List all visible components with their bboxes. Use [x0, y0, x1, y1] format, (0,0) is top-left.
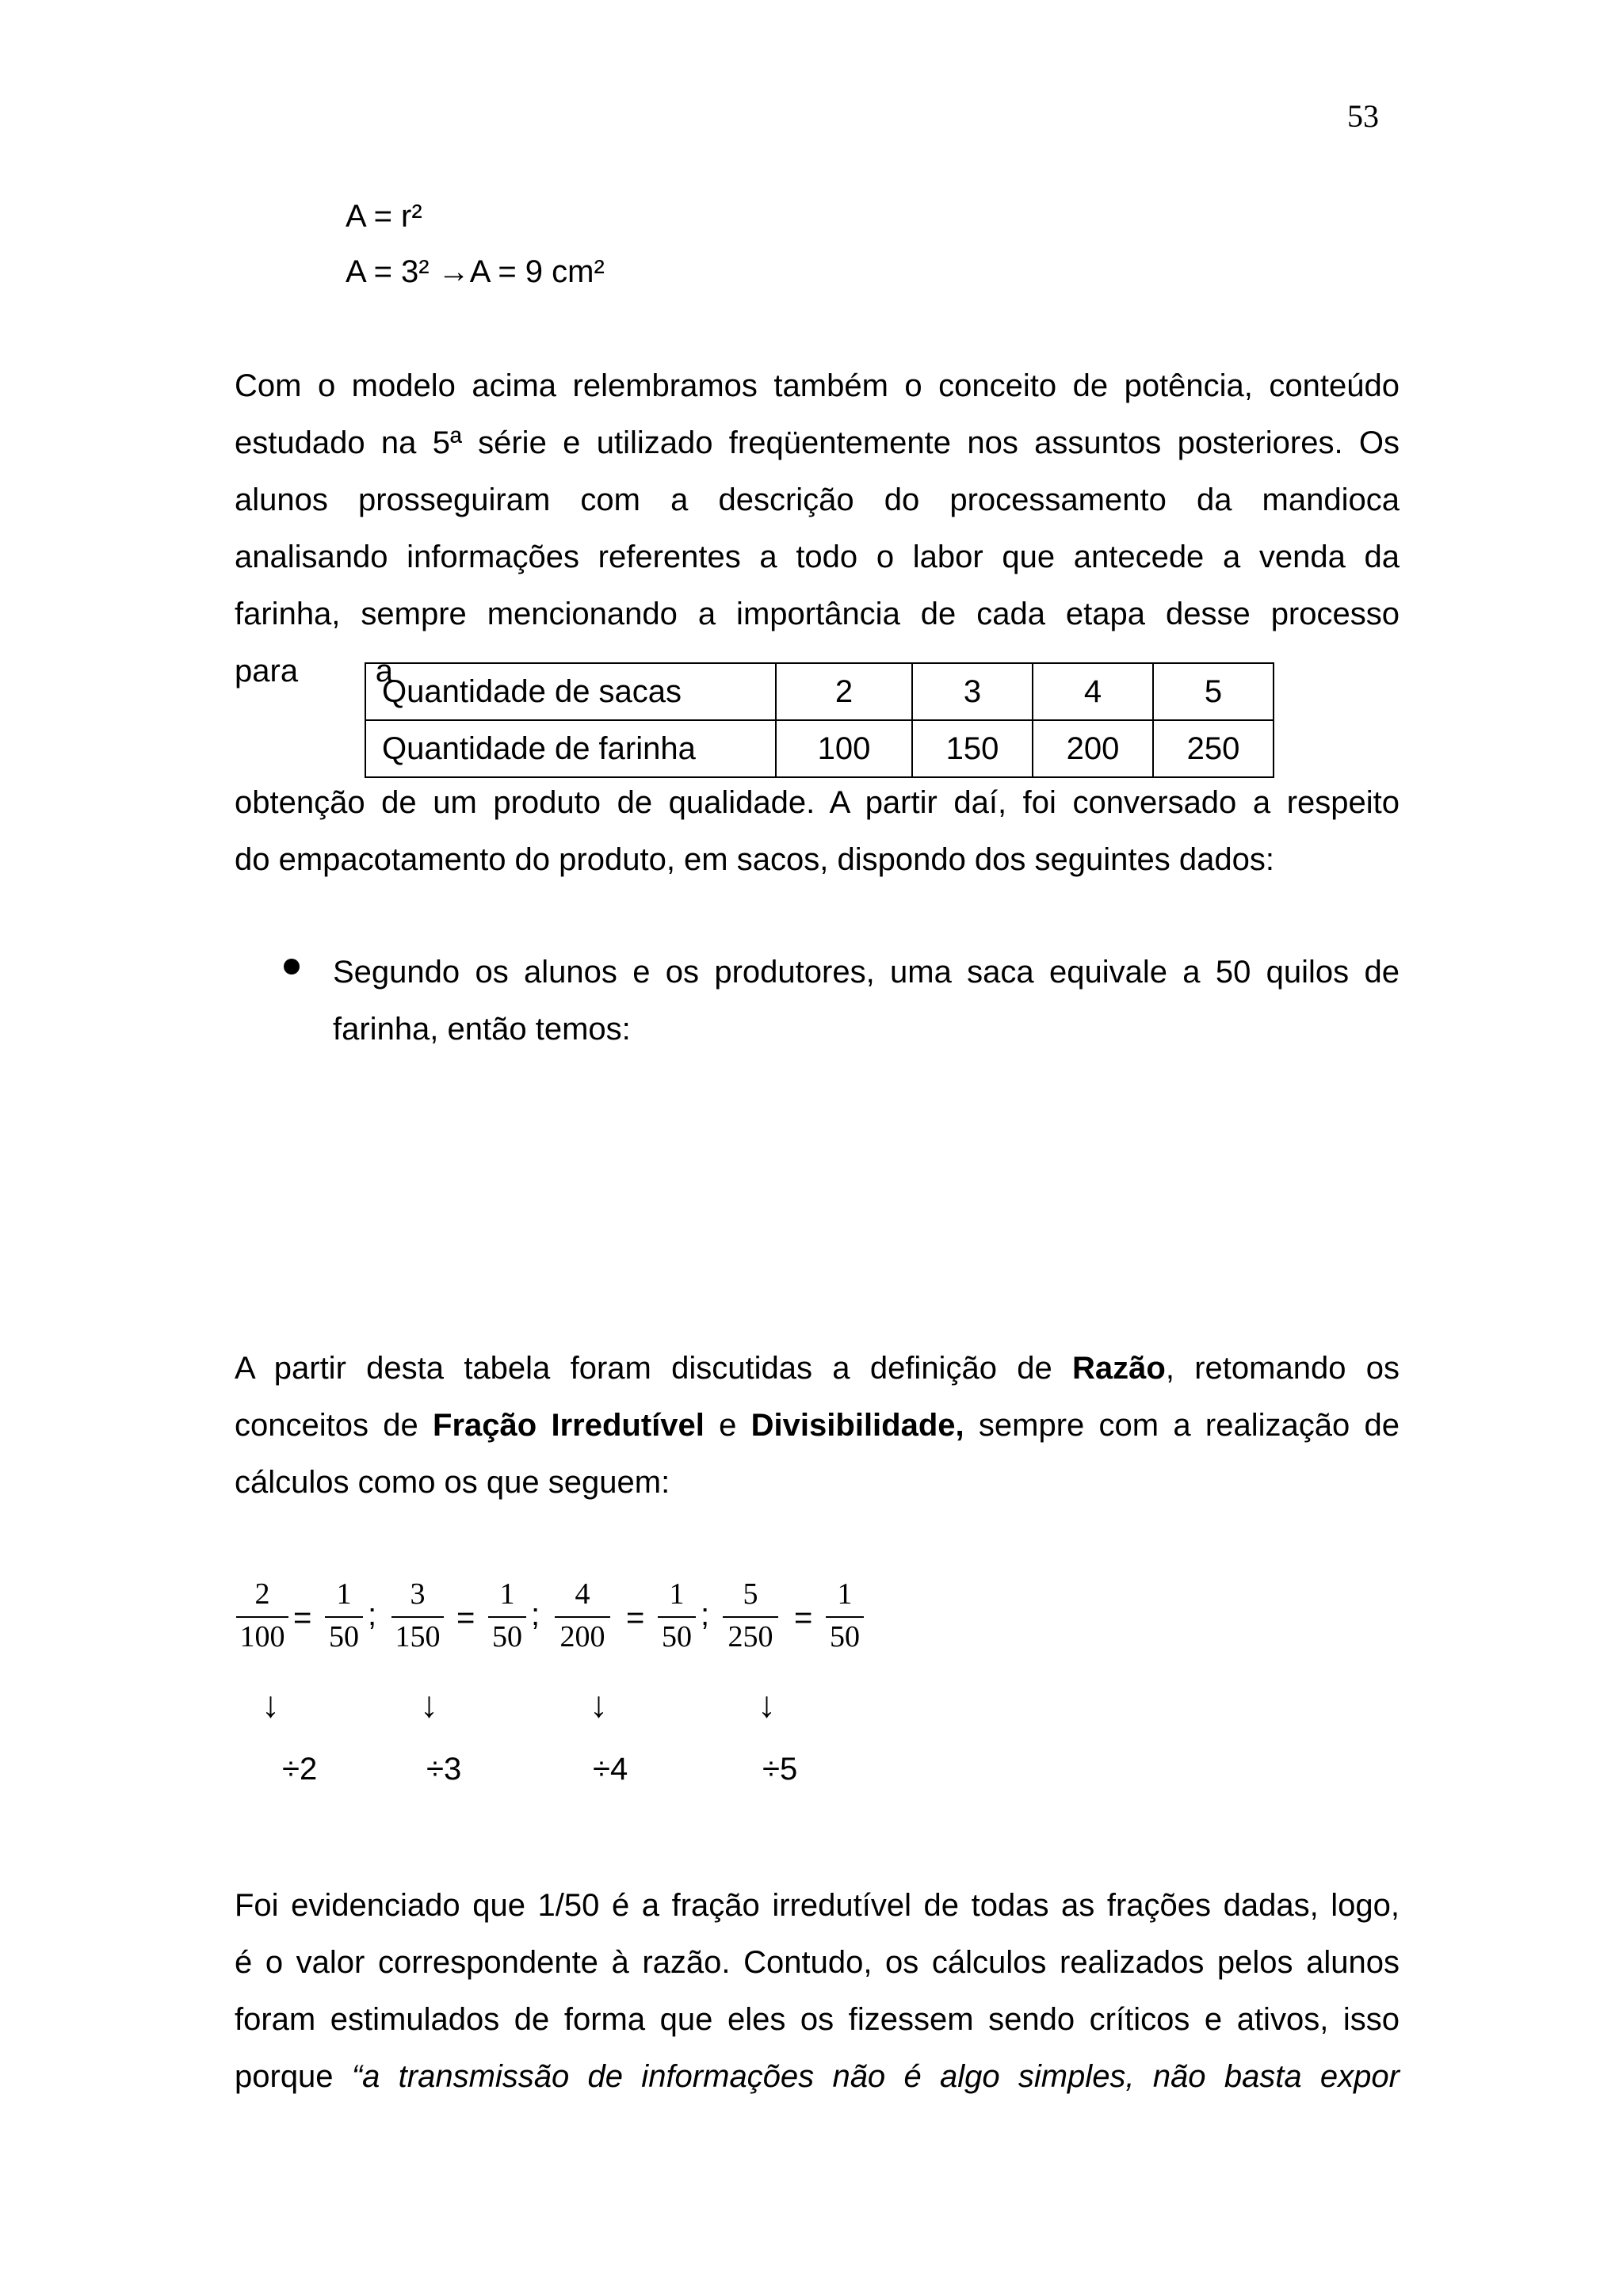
fraction-1-50	[325, 1577, 363, 1654]
numerator: 1	[499, 1577, 515, 1611]
paragraph-line: alunos prosseguiram com a descrição do processamento da mandioca	[235, 482, 1400, 517]
text-span: , retomando os	[1165, 1351, 1400, 1386]
divisor-label: ÷2	[282, 1752, 318, 1787]
paragraph-line: Com o modelo acima relembramos também o conceito de potência, conteúdo	[235, 368, 1400, 403]
bold-term-divisibilidade: Divisibilidade,	[750, 1408, 964, 1443]
fraction-bar	[391, 1616, 444, 1618]
formula-area: A = r²	[346, 199, 422, 234]
down-arrow-icon: ↓	[262, 1684, 280, 1725]
numerator: 2	[254, 1577, 270, 1611]
denominator: 100	[239, 1620, 285, 1653]
bullet-line: Segundo os alunos e os produtores, uma saca equivale a 50 quilos de	[333, 955, 1400, 990]
fraction-5-250	[723, 1577, 778, 1654]
numerator: 1	[837, 1577, 853, 1611]
separator: ;	[701, 1597, 710, 1632]
table-cell: 200	[1033, 720, 1153, 777]
table-cell: 3	[912, 663, 1033, 720]
denominator: 50	[492, 1620, 522, 1653]
formula-area-result: A = 3² →A = 9 cm²	[346, 254, 605, 289]
down-arrow-icon: ↓	[758, 1684, 776, 1725]
table-cell: 150	[912, 720, 1033, 777]
text-span: e	[704, 1408, 751, 1443]
paragraph-line: cálculos como os que seguem:	[235, 1465, 670, 1500]
row-header: Quantidade de farinha	[365, 720, 776, 777]
equals-sign: =	[626, 1600, 645, 1635]
equals-sign: =	[293, 1600, 312, 1635]
paragraph-line	[235, 2049, 1400, 2105]
bullet-icon	[284, 959, 300, 974]
text-span: A partir desta tabela foram discutidas a definição de	[235, 1351, 1073, 1386]
equals-sign: =	[794, 1600, 813, 1635]
fraction-bar	[555, 1616, 610, 1618]
bold-term-razao: Razão	[1072, 1351, 1166, 1386]
table-row	[365, 663, 1274, 720]
fraction-1-50	[658, 1577, 696, 1654]
text-span: porque	[235, 2059, 352, 2094]
fraction-bar	[826, 1616, 864, 1618]
down-arrow-icon: ↓	[590, 1684, 608, 1725]
numerator: 3	[410, 1577, 426, 1611]
fraction-bar	[658, 1616, 696, 1618]
sacks-flour-table	[365, 662, 1274, 778]
paragraph-line: foram estimulados de forma que eles os fizessem sendo críticos e ativos, isso	[235, 2002, 1400, 2037]
fraction-bar	[488, 1616, 526, 1618]
table-cell: 2	[776, 663, 912, 720]
fraction-1-50	[826, 1577, 864, 1654]
paragraph-line: é o valor correspondente à razão. Contudo, os cálculos realizados pelos alunos	[235, 1945, 1400, 1980]
paragraph-line: estudado na 5ª série e utilizado freqüentemente nos assuntos posteriores. Os	[235, 425, 1400, 460]
denominator: 250	[727, 1620, 773, 1653]
table-row	[365, 720, 1274, 777]
numerator: 4	[575, 1577, 590, 1611]
fraction-2-100	[236, 1577, 288, 1654]
divisor-label: ÷5	[762, 1752, 798, 1787]
denominator: 200	[559, 1620, 605, 1653]
bold-term-fracao: Fração Irredutível	[433, 1408, 705, 1443]
denominator: 150	[395, 1620, 441, 1653]
divisor-label: ÷3	[426, 1752, 462, 1787]
fraction-bar	[236, 1616, 288, 1618]
fraction-bar	[723, 1616, 778, 1618]
denominator: 50	[662, 1620, 692, 1653]
numerator: 5	[743, 1577, 758, 1611]
separator: ;	[368, 1597, 377, 1632]
text-span: sempre com a realização de	[964, 1408, 1400, 1443]
numerator: 1	[336, 1577, 352, 1611]
fraction-3-150	[391, 1577, 444, 1654]
equals-sign: =	[456, 1600, 475, 1635]
paragraph-line	[235, 1341, 1400, 1397]
text-span: conceitos de	[235, 1408, 433, 1443]
fraction-4-200	[555, 1577, 610, 1654]
divisor-label: ÷4	[593, 1752, 628, 1787]
page-number: 53	[1347, 98, 1379, 134]
paragraph-line: farinha, sempre mencionando a importância de cada etapa desse processo	[235, 597, 1400, 631]
denominator: 50	[329, 1620, 359, 1653]
paragraph-line	[235, 1398, 1400, 1454]
separator: ;	[531, 1597, 540, 1632]
paragraph-line: analisando informações referentes a todo o labor que antecede a venda da	[235, 540, 1400, 574]
denominator: 50	[830, 1620, 860, 1653]
fraction-1-50	[488, 1577, 526, 1654]
table-cell: 250	[1153, 720, 1274, 777]
quote-text: “a transmissão de informações não é algo simples, não basta expor	[351, 2059, 1400, 2094]
paragraph-line: Foi evidenciado que 1/50 é a fração irredutível de todas as frações dadas, logo,	[235, 1888, 1400, 1923]
paragraph-line: para a	[235, 654, 393, 688]
paragraph-line: do empacotamento do produto, em sacos, dispondo dos seguintes dados:	[235, 842, 1274, 877]
bullet-line: farinha, então temos:	[333, 1012, 631, 1047]
numerator: 1	[669, 1577, 685, 1611]
paragraph-line: obtenção de um produto de qualidade. A partir daí, foi conversado a respeito	[235, 785, 1400, 820]
fraction-bar	[325, 1616, 363, 1618]
down-arrow-icon: ↓	[420, 1684, 438, 1725]
table-cell: 100	[776, 720, 912, 777]
table-cell: 5	[1153, 663, 1274, 720]
row-header: Quantidade de sacas	[365, 663, 776, 720]
table-cell: 4	[1033, 663, 1153, 720]
